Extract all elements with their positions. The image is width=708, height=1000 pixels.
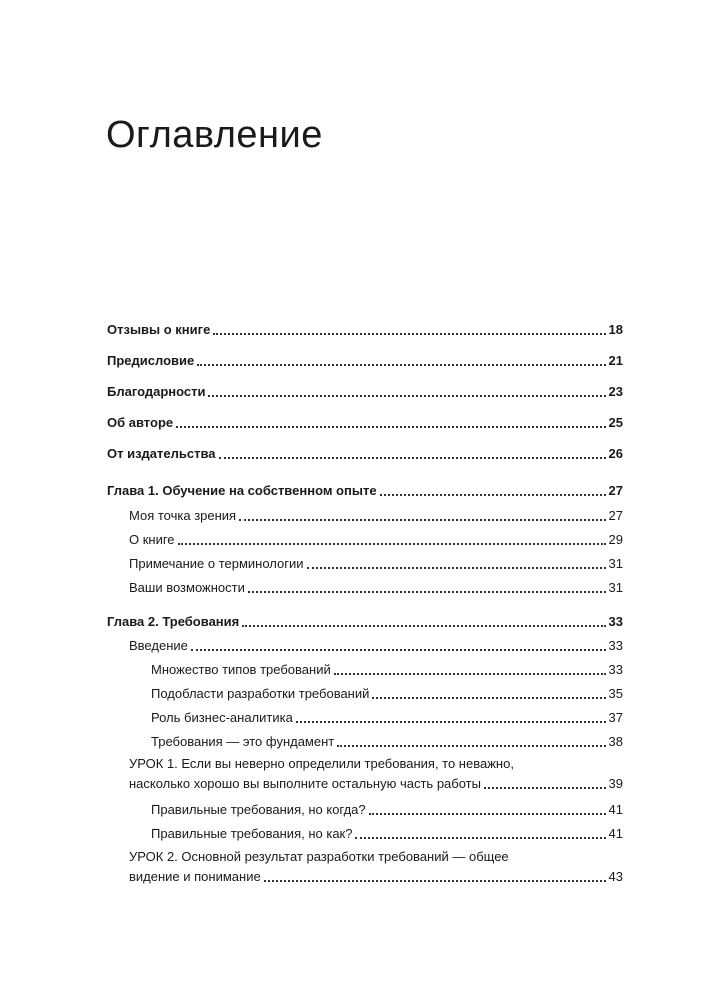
toc-entry-label: Благодарности	[107, 384, 206, 399]
toc-entry-requirement-types[interactable]	[151, 660, 623, 678]
toc-entry-lesson-1[interactable]	[129, 774, 623, 792]
dot-leader	[208, 394, 605, 397]
toc-entry-introduction[interactable]	[129, 636, 623, 654]
dot-leader	[380, 493, 606, 496]
dot-leader	[484, 786, 606, 789]
toc-entry-foreword[interactable]	[107, 351, 623, 369]
toc-entry-chapter-1[interactable]	[107, 481, 623, 499]
toc-entry-publisher[interactable]	[107, 444, 623, 462]
dot-leader	[239, 518, 605, 521]
toc-entry-viewpoint[interactable]	[129, 506, 623, 524]
dot-leader	[307, 566, 606, 569]
toc-entry-label: Примечание о терминологии	[129, 556, 304, 571]
toc-entry-lesson-2-line1[interactable]: УРОК 2. Основной результат разработки требований — общее	[129, 849, 509, 864]
dot-leader	[213, 332, 605, 335]
dot-leader	[337, 744, 605, 747]
toc-page-number: 39	[608, 776, 623, 791]
toc-entry-label: Ваши возможности	[129, 580, 245, 595]
toc-entry-options[interactable]	[129, 578, 623, 596]
toc-page-number: 35	[608, 686, 623, 701]
toc-page-number: 23	[608, 384, 623, 399]
toc-page-number: 43	[608, 869, 623, 884]
toc-page-number: 38	[608, 734, 623, 749]
toc-page-number: 37	[608, 710, 623, 725]
dot-leader	[369, 812, 606, 815]
dot-leader	[191, 648, 606, 651]
dot-leader	[296, 720, 606, 723]
toc-page-number: 21	[608, 353, 623, 368]
dot-leader	[176, 425, 605, 428]
toc-entry-label: Подобласти разработки требований	[151, 686, 370, 701]
toc-page-number: 41	[608, 826, 623, 841]
toc-entry-label: видение и понимание	[129, 869, 261, 884]
toc-entry-lesson-1-line1[interactable]: УРОК 1. Если вы неверно определили требования, то неважно,	[129, 756, 514, 771]
dot-leader	[355, 836, 605, 839]
toc-page-number: 18	[608, 322, 623, 337]
toc-page-number: 25	[608, 415, 623, 430]
page-title: Оглавление	[106, 114, 323, 156]
toc-page-number: 33	[608, 614, 623, 629]
toc-entry-lesson-2[interactable]	[129, 867, 623, 885]
toc-entry-label: Требования — это фундамент	[151, 734, 335, 749]
dot-leader	[178, 542, 606, 545]
toc-page-number: 31	[608, 580, 623, 595]
toc-page-number: 26	[608, 446, 623, 461]
dot-leader	[219, 456, 606, 459]
toc-entry-reviews[interactable]	[107, 320, 623, 338]
toc-page-number: 33	[608, 638, 623, 653]
toc-entry-label: Моя точка зрения	[129, 508, 237, 523]
toc-entry-label: Отзывы о книге	[107, 322, 211, 337]
toc-page-number: 41	[608, 802, 623, 817]
toc-entry-label: Введение	[129, 638, 188, 653]
dot-leader	[264, 879, 606, 882]
toc-entry-label: насколько хорошо вы выполните остальную часть работы	[129, 776, 481, 791]
toc-page-number: 29	[608, 532, 623, 547]
toc-entry-label: Правильные требования, но когда?	[151, 802, 366, 817]
toc-entry-subareas[interactable]	[151, 684, 623, 702]
toc-entry-thanks[interactable]	[107, 382, 623, 400]
toc-entry-label: Глава 2. Требования	[107, 614, 240, 629]
toc-entry-label: Глава 1. Обучение на собственном опыте	[107, 483, 377, 498]
toc-entry-author[interactable]	[107, 413, 623, 431]
toc-entry-right-when[interactable]	[151, 800, 623, 818]
toc-entry-label: Множество типов требований	[151, 662, 331, 677]
toc-entry-right-how[interactable]	[151, 824, 623, 842]
dot-leader	[197, 363, 605, 366]
toc-entry-foundation[interactable]	[151, 732, 623, 750]
toc-entry-label: Предисловие	[107, 353, 195, 368]
toc-entry-label: О книге	[129, 532, 175, 547]
toc-entry-chapter-2[interactable]	[107, 612, 623, 630]
toc-page-number: 33	[608, 662, 623, 677]
toc-page-number: 27	[608, 483, 623, 498]
toc-entry-label: Об авторе	[107, 415, 174, 430]
toc-entry-label: От издательства	[107, 446, 216, 461]
dot-leader	[242, 624, 605, 627]
dot-leader	[248, 590, 606, 593]
toc-entry-label: Правильные требования, но как?	[151, 826, 353, 841]
toc-entry-business-analyst[interactable]	[151, 708, 623, 726]
toc-page-number: 27	[608, 508, 623, 523]
toc-entry-terminology[interactable]	[129, 554, 623, 572]
dot-leader	[334, 672, 606, 675]
toc-entry-about-book[interactable]	[129, 530, 623, 548]
dot-leader	[372, 696, 605, 699]
toc-entry-label: Роль бизнес-аналитика	[151, 710, 293, 725]
toc-page-number: 31	[608, 556, 623, 571]
